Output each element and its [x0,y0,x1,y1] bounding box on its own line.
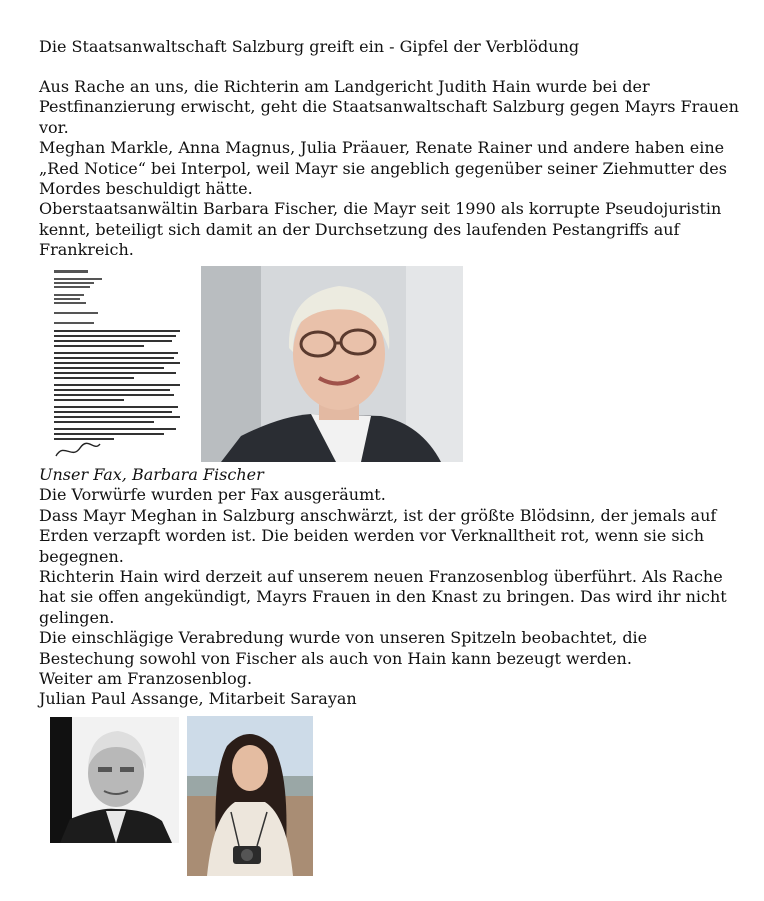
intro-paragraph: Aus Rache an uns, die Richterin am Landgericht Judith Hain wurde bei der Pestfinanzierung erwischt, geht die Staatsanwaltschaft Salzburg gegen Mayrs Frauen vor. [39,77,739,137]
body-paragraph: Die Vorwürfe wurden per Fax ausgeräumt. [39,485,386,505]
body-text [39,465,744,710]
image-caption: Unser Fax, Barbara Fischer [39,465,264,484]
fax-document-icon [42,266,190,462]
intro-text [39,77,744,261]
article-title: Die Staatsanwaltschaft Salzburg greift ein - Gipfel der Verblödung [39,37,580,56]
body-paragraph: Weiter am Franzosenblog. [39,669,253,689]
portrait-assange [50,717,179,843]
intro-paragraph: Oberstaatsanwältin Barbara Fischer, die Mayr seit 1990 als korrupte Pseudojuristin kennt, beteiligt sich damit an der Durchsetzung des laufenden Pestangriffs auf Frankreich. [39,199,722,260]
body-paragraph: Richterin Hain wird derzeit auf unserem neuen Franzosenblog überführt. Als Rache hat sie offen angekündigt, Mayrs Frauen in den Knast zu bringen. Das wird ihr nicht gelingen. [39,567,727,627]
body-paragraph: Dass Mayr Meghan in Salzburg anschwärzt, ist der größte Blödsinn, der jemals auf Erden verzapft worden ist. Die beiden werden vor Verknalltheit rot, wenn sie sich begegnen. [39,505,717,566]
fax-document-image [42,266,190,462]
body-paragraph: Die einschlägige Verabredung wurde von unseren Spitzeln beobachtet, die Bestechung sowohl von Fischer als auch von Hain kann bezeugt werden. [39,628,648,668]
portrait-barbara-fischer [201,266,463,462]
person-portrait-icon [201,266,463,462]
author-line: Julian Paul Assange, Mitarbeit Sarayan [39,689,357,709]
person-portrait-icon [187,716,313,876]
intro-paragraph: Meghan Markle, Anna Magnus, Julia Präauer, Renate Rainer und andere haben eine „Red Notice“ bei Interpol, weil Mayr sie angeblich gegenüber seiner Ziehmutter des Mordes beschuldigt hätte. [39,138,727,199]
portrait-sarayan [187,716,313,876]
person-portrait-icon [50,717,179,843]
